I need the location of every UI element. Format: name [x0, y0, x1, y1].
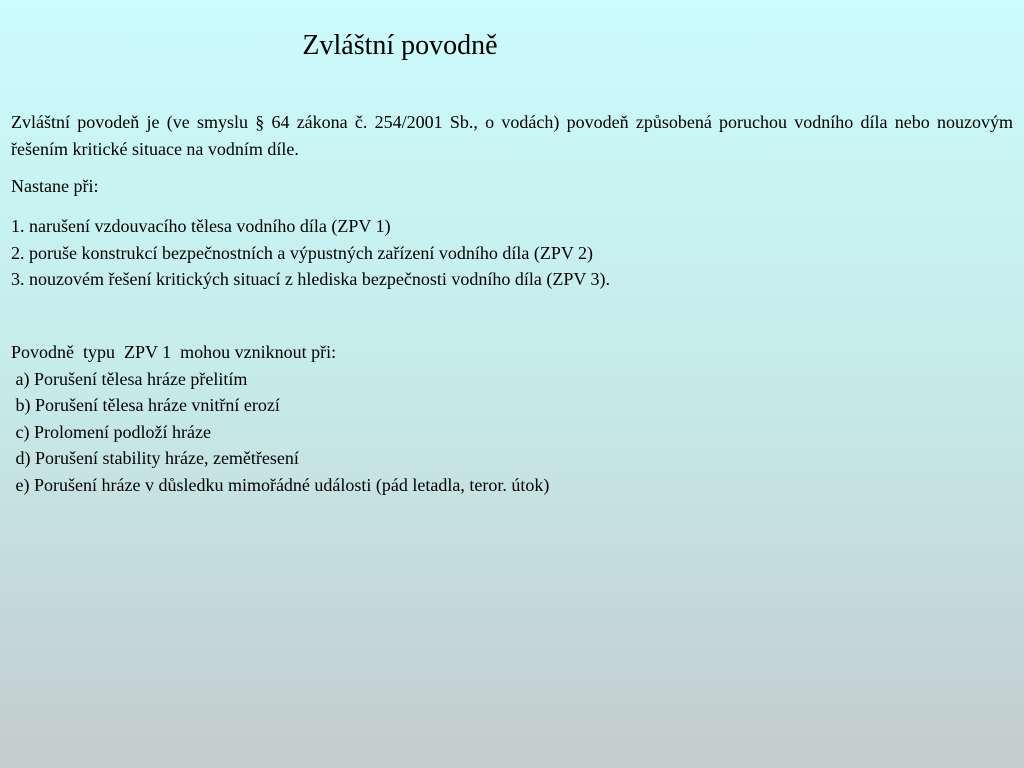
list-item: b) Porušení tělesa hráze vnitřní erozí — [11, 395, 280, 415]
causes-list — [11, 213, 1013, 293]
list-item: 1. narušení vzdouvacího tělesa vodního díla (ZPV 1) — [11, 216, 391, 236]
list-item: 2. poruše konstrukcí bezpečnostních a výpustných zařízení vodního díla (ZPV 2) — [11, 242, 594, 263]
zpv1-heading: Povodně typu ZPV 1 mohou vzniknout při: — [11, 342, 337, 362]
list-item: d) Porušení stability hráze, zemětřesení — [11, 448, 299, 468]
list-item: e) Porušení hráze v důsledku mimořádné události (pád letadla, teror. útok) — [11, 474, 550, 495]
list-item: c) Prolomení podloží hráze — [11, 421, 211, 442]
zpv1-section — [11, 339, 1013, 498]
slide-title: Zvláštní povodně — [302, 30, 498, 61]
intro-paragraph: Zvláštní povodeň je (ve smyslu § 64 zákona č. 254/2001 Sb., o vodách) povodeň způsobená poruchou vodního díla nebo nouzovým řešením kritické situace na vodním díle. — [11, 112, 1013, 159]
list-item: a) Porušení tělesa hráze přelitím — [11, 368, 248, 389]
list-item: 3. nouzovém řešení kritických situací z hlediska bezpečnosti vodního díla (ZPV 3). — [11, 269, 611, 289]
nastane-label: Nastane při: — [11, 176, 99, 196]
